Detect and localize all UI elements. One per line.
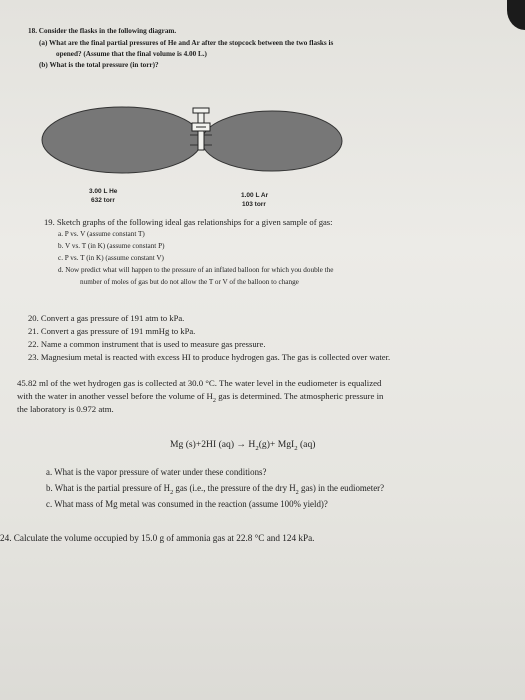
subq-c: c. What mass of Mg metal was consumed in the reaction (assume 100% yield)? — [46, 499, 328, 509]
q18-part-a-line1: (a) What are the final partial pressures of He and Ar after the stopcock between the two flasks is — [39, 39, 334, 47]
q19-b: b. V vs. T (in K) (assume constant P) — [58, 242, 165, 250]
para-line3: the laboratory is 0.972 atm. — [17, 404, 114, 414]
right-flask-volume: 1.00 L Ar — [241, 192, 269, 199]
q23: 23. Magnesium metal is reacted with excess HI to produce hydrogen gas. The gas is collected over water. — [28, 352, 391, 362]
page-corner-shadow — [507, 0, 525, 30]
para-line2: with the water in another vessel before the volume of $H_2$ gas is determined. The atmospheric pressure in — [17, 391, 384, 404]
q19-intro: 19. Sketch graphs of the following ideal gas relationships for a given sample of gas: — [44, 217, 333, 227]
q19-d-line1: d. Now predict what will happen to the pressure of an inflated balloon for which you double the — [58, 266, 334, 274]
q19-a: a. P vs. V (assume constant T) — [58, 230, 145, 238]
subq-a: a. What is the vapor pressure of water under these conditions? — [46, 467, 267, 477]
q20: 20. Convert a gas pressure of 191 atm to kPa. — [28, 313, 185, 323]
left-flask — [42, 107, 202, 173]
q18-intro: 18. Consider the flasks in the following diagram. — [28, 27, 177, 35]
q18-part-a-line2: opened? (Assume that the final volume is 4.00 L.) — [56, 50, 207, 58]
left-flask-volume: 3.00 L He — [89, 188, 118, 195]
para-line1: 45.82 ml of the wet hydrogen gas is collected at 30.0 °C. The water level in the eudiometer is equalized — [17, 378, 382, 388]
q18-part-b: (b) What is the total pressure (in torr)? — [39, 61, 159, 69]
q22: 22. Name a common instrument that is used to measure gas pressure. — [28, 339, 266, 349]
subq-b: b. What is the partial pressure of $H_2$ gas (i.e., the pressure of the dry $H_2$ gas) in the eudiometer? — [46, 483, 385, 496]
q21: 21. Convert a gas pressure of 191 mmHg to kPa. — [28, 326, 196, 336]
q19-c: c. P vs. T (in K) (assume constant V) — [58, 254, 164, 262]
left-flask-pressure: 632 torr — [91, 197, 115, 204]
flask-diagram — [40, 95, 410, 185]
reaction-equation: Mg (s)+2HI $(aq) \to H_2(g)+ MgI_2$ (aq) — [170, 439, 316, 452]
q24: 24. Calculate the volume occupied by 15.0 g of ammonia gas at 22.8 °C and 124 kPa. — [0, 533, 315, 543]
q19-d-line2: number of moles of gas but do not allow the T or V of the balloon to change — [80, 278, 299, 286]
right-flask-pressure: 103 torr — [242, 201, 266, 208]
right-flask — [202, 111, 342, 171]
